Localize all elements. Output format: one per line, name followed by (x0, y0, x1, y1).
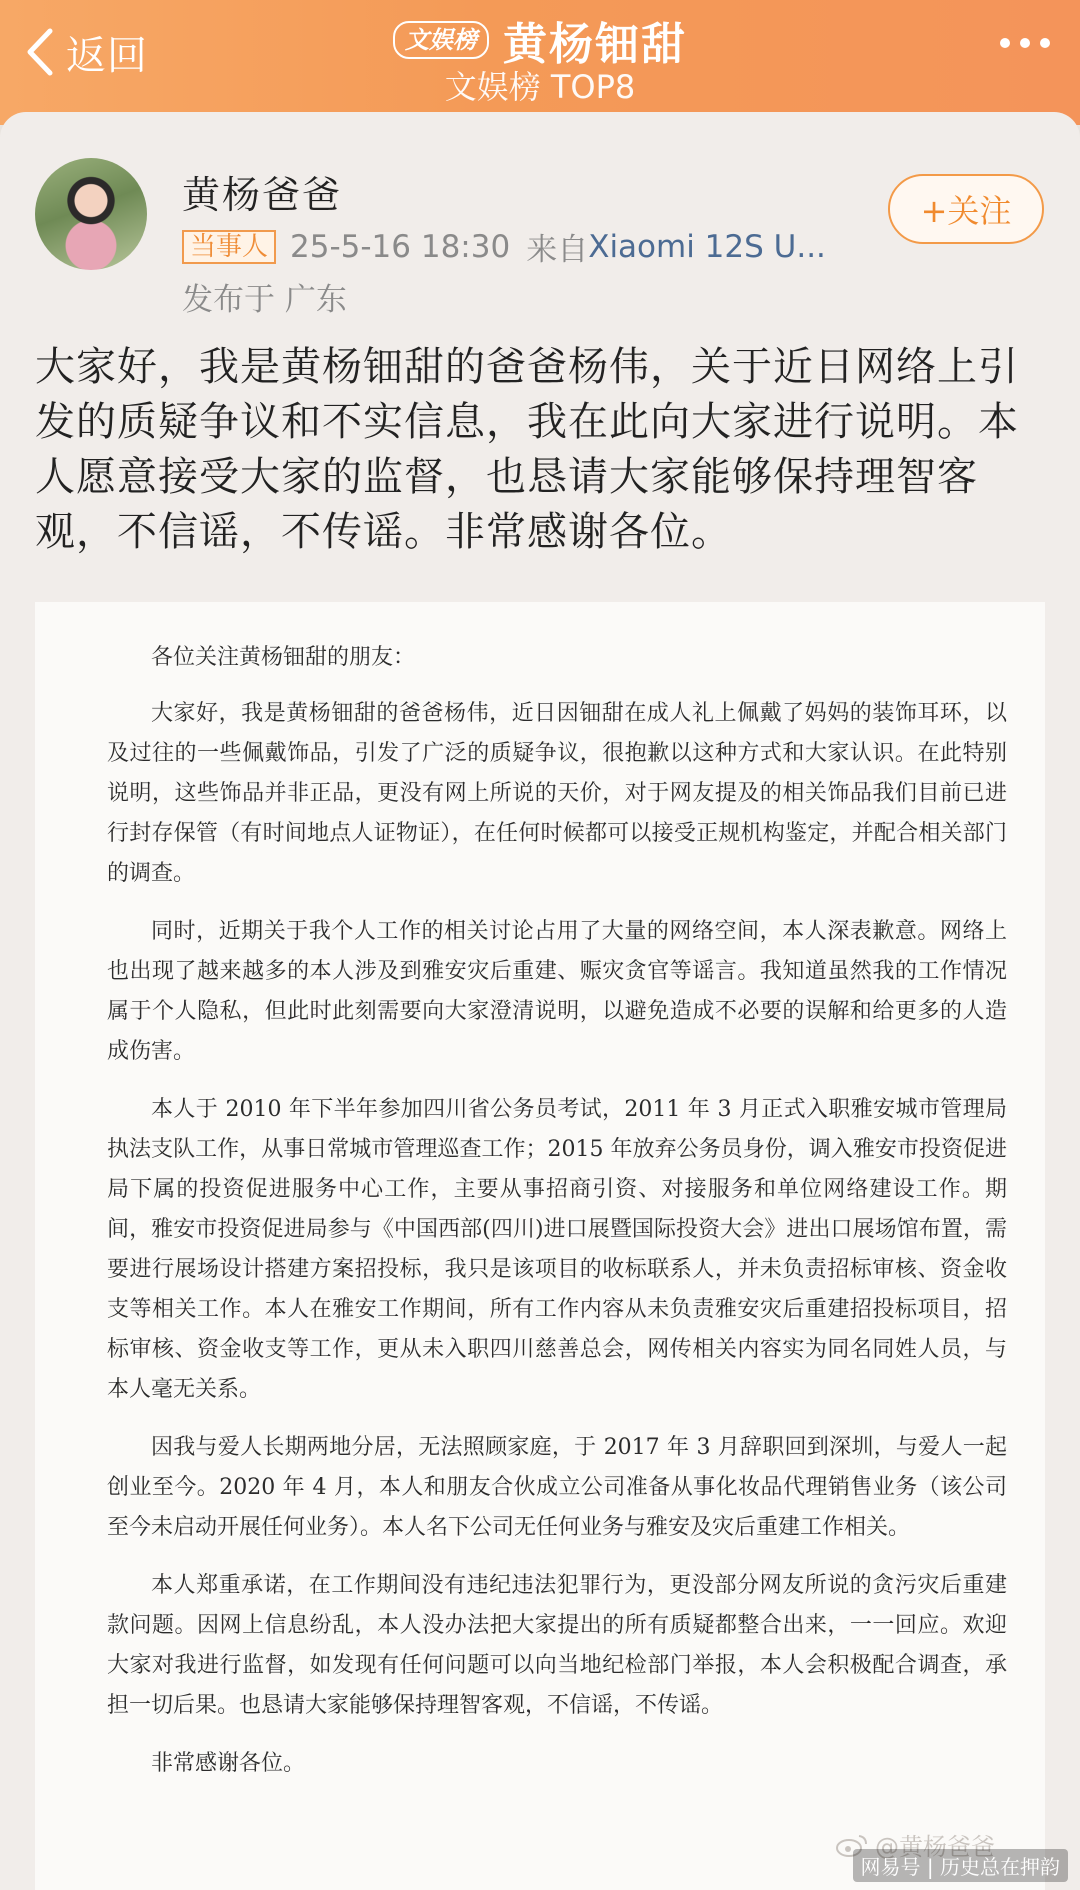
letter-paragraph: 因我与爱人长期两地分居，无法照顾家庭，于 2017 年 3 月辞职回到深圳，与爱人一起创业至今。2020 年 4 月，本人和朋友合伙成立公司准备从事化妆品代理销售业务（该公司至今未启动开展任何业务）。本人名下公司无任何业务与雅安及灾后重建工作相关。 (107, 1435, 1007, 1540)
top-bar (0, 0, 1080, 125)
post-card (0, 112, 1080, 1890)
avatar[interactable] (35, 158, 147, 270)
watermark-text: @黄杨爸爸 (875, 1833, 995, 1861)
post-meta (182, 224, 826, 269)
statement-image[interactable] (35, 602, 1045, 1890)
post-location: 发布于 广东 (182, 282, 347, 318)
letter-paragraph: 同时，近期关于我个人工作的相关讨论占用了大量的网络空间，本人深表歉意。网络上也出现了越来越多的本人涉及到雅安灾后重建、赈灾贪官等谣言。我知道虽然我的工作情况属于个人隐私，但此时此刻需要向大家澄清说明，以避免造成不必要的误解和给更多的人造成伤害。 (107, 919, 1007, 1064)
letter-paragraph: 本人郑重承诺，在工作期间没有违纪违法犯罪行为，更没部分网友所说的贪污灾后重建款问题。因网上信息纷乱，本人没办法把大家提出的所有质疑都整合出来，一一回应。欢迎大家对我进行监督，如发现有任何问题可以向当地纪检部门举报，本人会积极配合调查，承担一切后果。也恳请大家能够保持理智客观，不信谣，不传谣。 (107, 1573, 1007, 1718)
follow-button[interactable]: +关注 (888, 174, 1044, 244)
ranking-badge: 文娱榜 (393, 21, 489, 59)
party-tag: 当事人 (182, 230, 276, 264)
post-time: 25-5-16 18:30 (290, 228, 511, 265)
ranking-subtitle[interactable]: 文娱榜 TOP8 (444, 68, 636, 106)
page-title: 黄杨钿甜 (503, 19, 687, 70)
user-name[interactable]: 黄杨爸爸 (182, 173, 343, 217)
letter-greeting: 各位关注黄杨钿甜的朋友： (151, 645, 416, 670)
letter-closing: 非常感谢各位。 (151, 1751, 306, 1776)
back-label: 返回 (66, 32, 148, 79)
from-label: 来自 (526, 232, 589, 268)
device-name: Xiaomi 12S U... (588, 228, 826, 265)
source-label: 网易号 | 历史总在押韵 (853, 1849, 1068, 1882)
more-options-icon[interactable] (1000, 38, 1050, 48)
letter-paragraph: 本人于 2010 年下半年参加四川省公务员考试，2011 年 3 月正式入职雅安城市管理局执法支队工作，从事日常城市管理巡查工作；2015 年放弃公务员身份，调入雅安市投资促进局下属的投资促进服务中心工作，主要从事招商引资、对接服务和单位网络建设工作。期间，雅安市投资促进局参与《中国西部(四川)进口展暨国际投资大会》进出口展场馆布置，需要进行展场设计搭建方案招投标，我只是该项目的收标联系人，并未负责招标审核、资金收支等相关工作。本人在雅安工作期间，所有工作内容从未负责雅安灾后重建招投标项目，招标审核、资金收支等工作，更从未入职四川慈善总会，网传相关内容实为同名同姓人员，与本人毫无关系。 (107, 1097, 1007, 1402)
statement-letter (107, 638, 1007, 1802)
letter-paragraph: 大家好，我是黄杨钿甜的爸爸杨伟，近日因钿甜在成人礼上佩戴了妈妈的装饰耳环，以及过往的一些佩戴饰品，引发了广泛的质疑争议，很抱歉以这种方式和大家认识。在此特别说明，这些饰品并非正品，更没有网上所说的天价，对于网友提及的相关饰品我们目前已进行封存保管（有时间地点人证物证），在任何时候都可以接受正规机构鉴定，并配合相关部门的调查。 (107, 701, 1007, 886)
post-text: 大家好，我是黄杨钿甜的爸爸杨伟，关于近日网络上引发的质疑争议和不实信息，我在此向大家进行说明。本人愿意接受大家的监督，也恳请大家能够保持理智客观，不信谣，不传谣。非常感谢各位。 (35, 344, 1019, 555)
